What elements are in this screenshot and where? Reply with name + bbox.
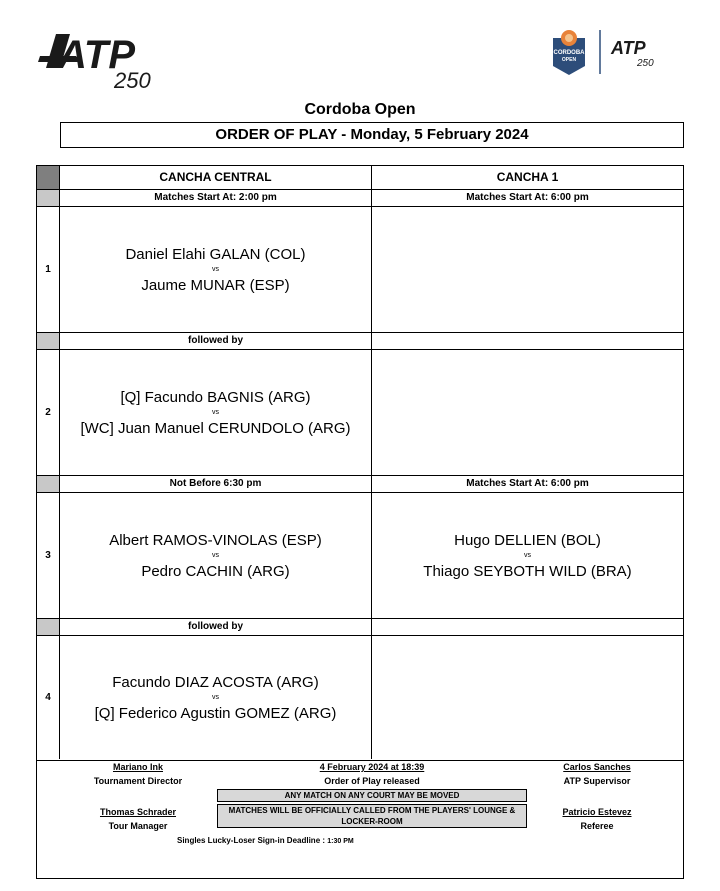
notice-matches-called: MATCHES WILL BE OFFICIALLY CALLED FROM THE PLAYERS' LOUNGE & LOCKER-ROOM [217, 804, 527, 828]
officials-footer [36, 760, 684, 879]
match-cell [60, 350, 372, 476]
empty-match-cell [372, 207, 683, 333]
event-logos [549, 28, 669, 76]
slot-3-note-cancha-1: Matches Start At: 6:00 pm [372, 476, 683, 493]
court-header-cancha-1: CANCHA 1 [372, 166, 683, 190]
lucky-loser-label: Singles Lucky-Loser Sign-in Deadline : [177, 836, 326, 845]
atp-supervisor-role: ATP Supervisor [563, 776, 631, 786]
versus-label: vs [212, 408, 219, 416]
release-label: Order of Play released [324, 776, 420, 786]
order-of-play-heading: ORDER OF PLAY - Monday, 5 February 2024 [60, 122, 684, 148]
badge-bottom-text: OPEN [561, 57, 577, 63]
tour-manager-name: Thomas Schrader [99, 807, 177, 817]
slot-number: 1 [37, 207, 60, 333]
tournament-title: Cordoba Open [304, 101, 416, 118]
slot-note-marker [37, 619, 60, 636]
notice-matches-moved: ANY MATCH ON ANY COURT MAY BE MOVED [217, 789, 527, 802]
match-cell [372, 493, 683, 619]
corner-cell [37, 166, 60, 190]
atp-small-text: ATP [611, 38, 646, 58]
player-1: [Q] Facundo BAGNIS (ARG) [120, 388, 311, 406]
player-1: Facundo DIAZ ACOSTA (ARG) [112, 673, 319, 691]
atp-supervisor-name: Carlos Sanches [563, 762, 631, 772]
cordoba-open-badge-icon [553, 30, 585, 75]
player-1: Daniel Elahi GALAN (COL) [125, 245, 306, 263]
lucky-loser-time: 1:30 PM [327, 838, 354, 845]
slot-number: 2 [37, 350, 60, 476]
player-1: Hugo DELLIEN (BOL) [454, 531, 601, 549]
slot-1-note-cancha-1: Matches Start At: 6:00 pm [372, 190, 683, 207]
atp-logo-tier: 250 [114, 68, 151, 93]
badge-top-text: CORDOBA [553, 50, 585, 56]
match-cell [60, 207, 372, 333]
slot-4-note-cancha-1 [372, 619, 683, 636]
player-2: Pedro CACHIN (ARG) [141, 562, 290, 580]
lucky-loser-deadline [177, 836, 477, 845]
referee-role: Referee [580, 821, 614, 831]
empty-match-cell [372, 636, 683, 759]
versus-label: vs [212, 265, 219, 273]
slot-4-note-central: followed by [60, 619, 372, 636]
slot-note-marker [37, 333, 60, 350]
player-2: [WC] Juan Manuel CERUNDOLO (ARG) [80, 419, 351, 437]
slot-number: 4 [37, 636, 60, 759]
tour-manager-role: Tour Manager [108, 821, 168, 831]
player-2: Thiago SEYBOTH WILD (BRA) [423, 562, 632, 580]
slot-3-note-central: Not Before 6:30 pm [60, 476, 372, 493]
release-datetime: 4 February 2024 at 18:39 [319, 762, 425, 772]
player-2: [Q] Federico Agustin GOMEZ (ARG) [94, 704, 337, 722]
slot-number: 3 [37, 493, 60, 619]
slot-note-marker [37, 190, 60, 207]
tournament-director-name: Mariano Ink [112, 762, 163, 772]
slot-note-marker [37, 476, 60, 493]
schedule-grid [36, 165, 684, 761]
slot-2-note-central: followed by [60, 333, 372, 350]
versus-label: vs [524, 551, 531, 559]
versus-label: vs [212, 551, 219, 559]
referee-name: Patricio Estevez [562, 807, 632, 817]
player-2: Jaume MUNAR (ESP) [141, 276, 290, 294]
court-header-central: CANCHA CENTRAL [60, 166, 372, 190]
atp-small-tier: 250 [637, 58, 654, 69]
tournament-director-role: Tournament Director [93, 776, 183, 786]
versus-label: vs [212, 693, 219, 701]
match-cell [60, 493, 372, 619]
slot-1-note-central: Matches Start At: 2:00 pm [60, 190, 372, 207]
match-cell [60, 636, 372, 759]
slot-2-note-cancha-1 [372, 333, 683, 350]
atp-logo-text: ATP [58, 33, 136, 77]
atp-250-logo [38, 22, 166, 94]
empty-match-cell [372, 350, 683, 476]
player-1: Albert RAMOS-VINOLAS (ESP) [109, 531, 322, 549]
